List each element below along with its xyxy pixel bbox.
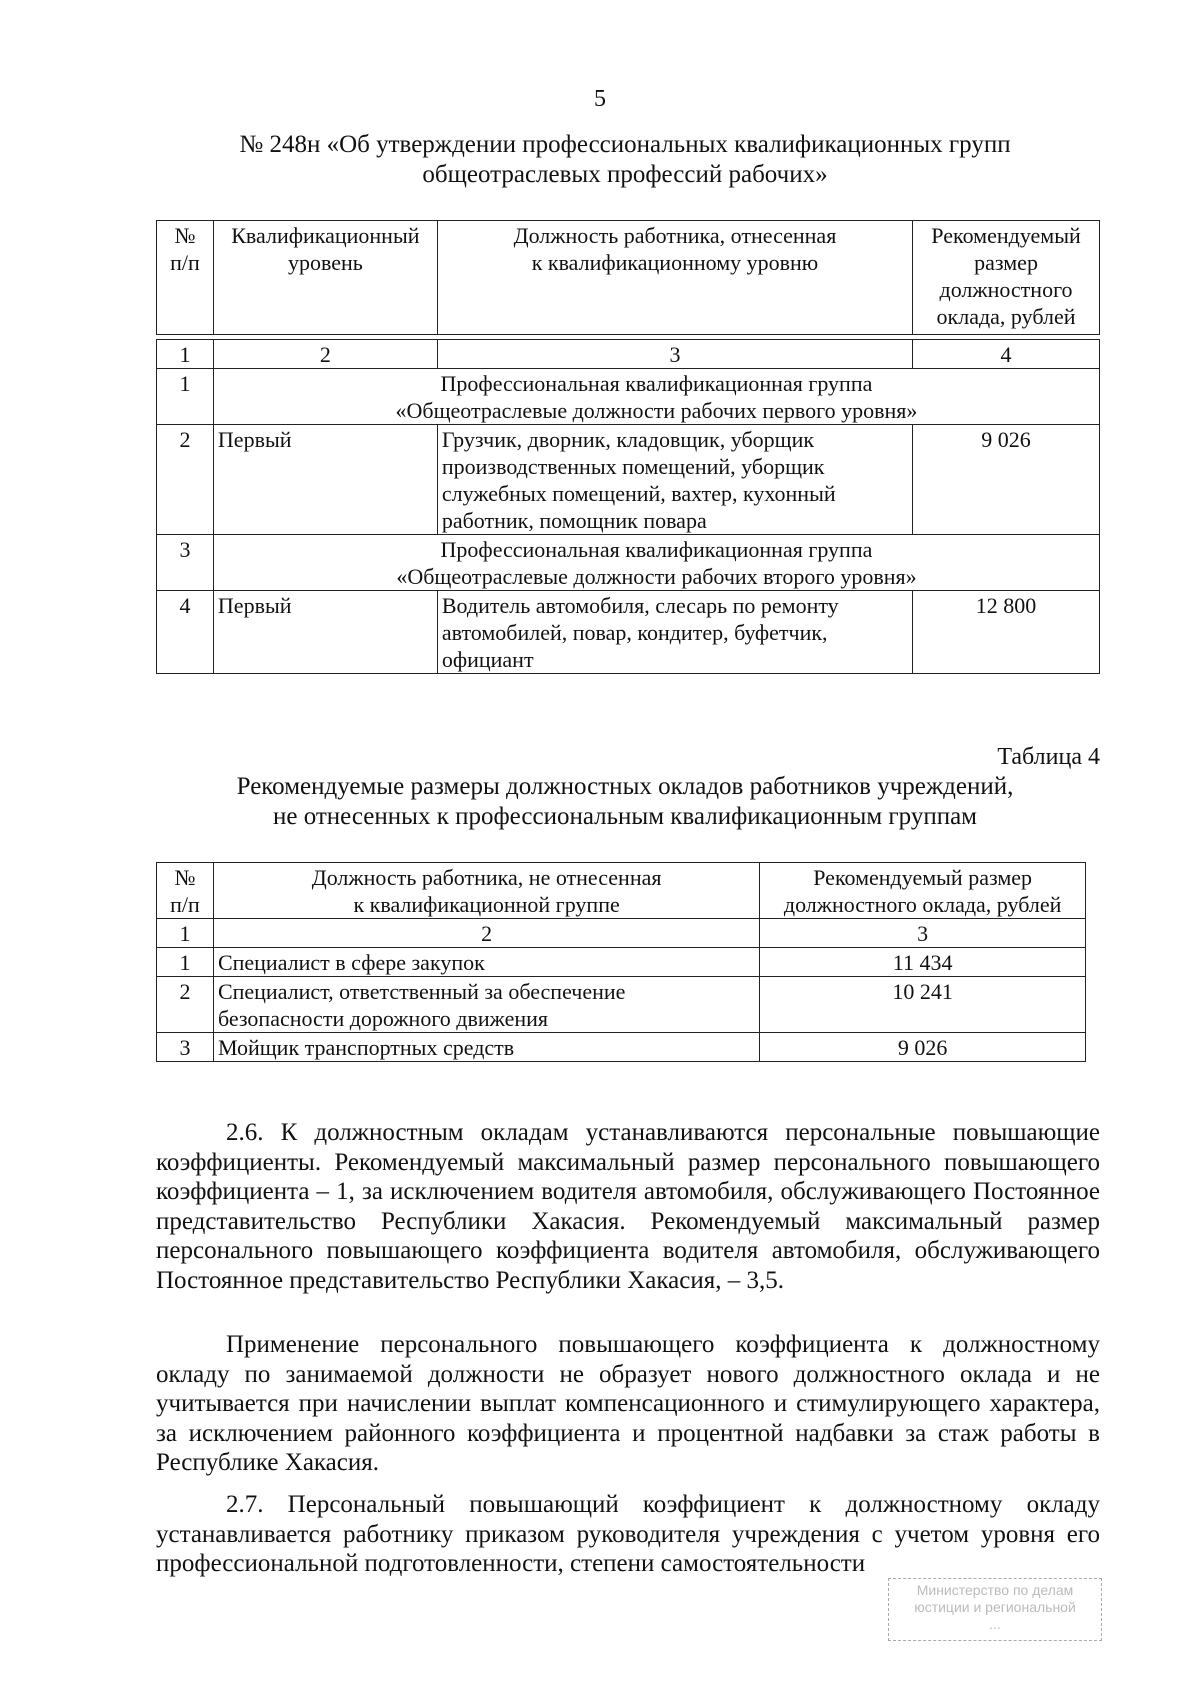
column-number: 1 (157, 919, 214, 948)
position: Специалист, ответственный за обеспечение безопасности дорожного движения (213, 977, 759, 1033)
column-number: 2 (213, 340, 437, 369)
column-number: 4 (913, 340, 1100, 369)
table-row (157, 948, 1086, 977)
salary: 11 434 (760, 948, 1086, 977)
registration-stamp: Министерство по делам юстиции и региональной ... (888, 1578, 1102, 1641)
column-number: 1 (157, 340, 214, 369)
table-row (157, 425, 1100, 535)
table-header-row (157, 863, 1086, 919)
paragraph-2-6: 2.6. К должностным окладам устанавливаются персональные повышающие коэффициенты. Рекомендуемый максимальный размер персонального повышающего коэффициента – 1, за исключением водителя автомобиля, обслуживающего Постоянное представительство Республики Хакасия. Рекомендуемый максимальный размер персонального повышающего коэффициента водителя автомобиля, обслуживающего Постоянное представительство Республики Хакасия, – 3,5. (156, 1119, 1100, 1294)
column-number: 3 (760, 919, 1086, 948)
row-number: 1 (157, 369, 214, 425)
row-number: 3 (157, 535, 214, 591)
salary: 9 026 (913, 425, 1100, 535)
column-number: 3 (437, 340, 912, 369)
row-number: 2 (157, 977, 214, 1033)
column-number-row (157, 919, 1086, 948)
position: Мойщик транспортных средств (213, 1033, 759, 1062)
positions: Грузчик, дворник, кладовщик, уборщик производственных помещений, уборщик служебных помещений, вахтер, кухонный работник, помощник повара (437, 425, 912, 535)
row-number: 2 (157, 425, 214, 535)
qualification-level: Первый (213, 425, 437, 535)
table-row (157, 1033, 1086, 1062)
qualification-group-table (156, 220, 1100, 674)
header-position: Должность работника, не отнесенная к квалификационной группе (213, 863, 759, 919)
paragraph-2-7: 2.7. Персональный повышающий коэффициент к должностному окладу устанавливается работнику приказом руководителя учреждения с учетом уровня его профессиональной подготовленности, степени самостоятельности (156, 1491, 1100, 1578)
page-number: 5 (594, 86, 606, 112)
group-row (157, 369, 1100, 425)
heading-line-2: не отнесенных к профессиональным квалификационным группам (272, 803, 978, 830)
table-heading (150, 772, 1100, 832)
table-header-row (157, 221, 1100, 335)
heading-line-2: общеотраслевых профессий рабочих» (422, 161, 828, 188)
header-salary: Рекомендуемый размер должностного оклада, рублей (913, 221, 1100, 335)
paragraph-coefficient-application: Применение персонального повышающего коэффициента к должностному окладу по занимаемой должности не образует нового должностного оклада и не учитывается при начислении выплат компенсационного и стимулирующего характера, за исключением районного коэффициента и процентной надбавки за стаж работы в Республике Хакасия. (156, 1331, 1100, 1477)
header-number: № п/п (157, 863, 214, 919)
positions: Водитель автомобиля, слесарь по ремонту автомобилей, повар, кондитер, буфетчик, официант (437, 591, 912, 674)
table-row (157, 591, 1100, 674)
column-number-row (157, 340, 1100, 369)
header-salary: Рекомендуемый размер должностного оклада, рублей (760, 863, 1086, 919)
position: Специалист в сфере закупок (213, 948, 759, 977)
heading-line-1: Рекомендуемые размеры должностных окладов работников учреждений, (236, 773, 1014, 800)
salary: 10 241 (760, 977, 1086, 1033)
row-number: 4 (157, 591, 214, 674)
salary: 12 800 (913, 591, 1100, 674)
qualification-level: Первый (213, 591, 437, 674)
salary: 9 026 (760, 1033, 1086, 1062)
header-qualification-level: Квалификационный уровень (213, 221, 437, 335)
heading-line-1: № 248н «Об утверждении профессиональных квалификационных групп (239, 131, 1011, 158)
non-group-positions-table (156, 862, 1086, 1062)
column-number: 2 (213, 919, 759, 948)
row-number: 3 (157, 1033, 214, 1062)
group-row (157, 535, 1100, 591)
row-number: 1 (157, 948, 214, 977)
header-number: № п/п (157, 221, 214, 335)
header-position: Должность работника, отнесенная к квалификационному уровню (437, 221, 912, 335)
group-title: Профессиональная квалификационная группа «Общеотраслевые должности рабочих второго уровня» (213, 535, 1099, 591)
group-title: Профессиональная квалификационная группа «Общеотраслевые должности рабочих первого уровня» (213, 369, 1099, 425)
section-heading (150, 130, 1100, 190)
table-row (157, 977, 1086, 1033)
table-label: Таблица 4 (997, 744, 1100, 770)
